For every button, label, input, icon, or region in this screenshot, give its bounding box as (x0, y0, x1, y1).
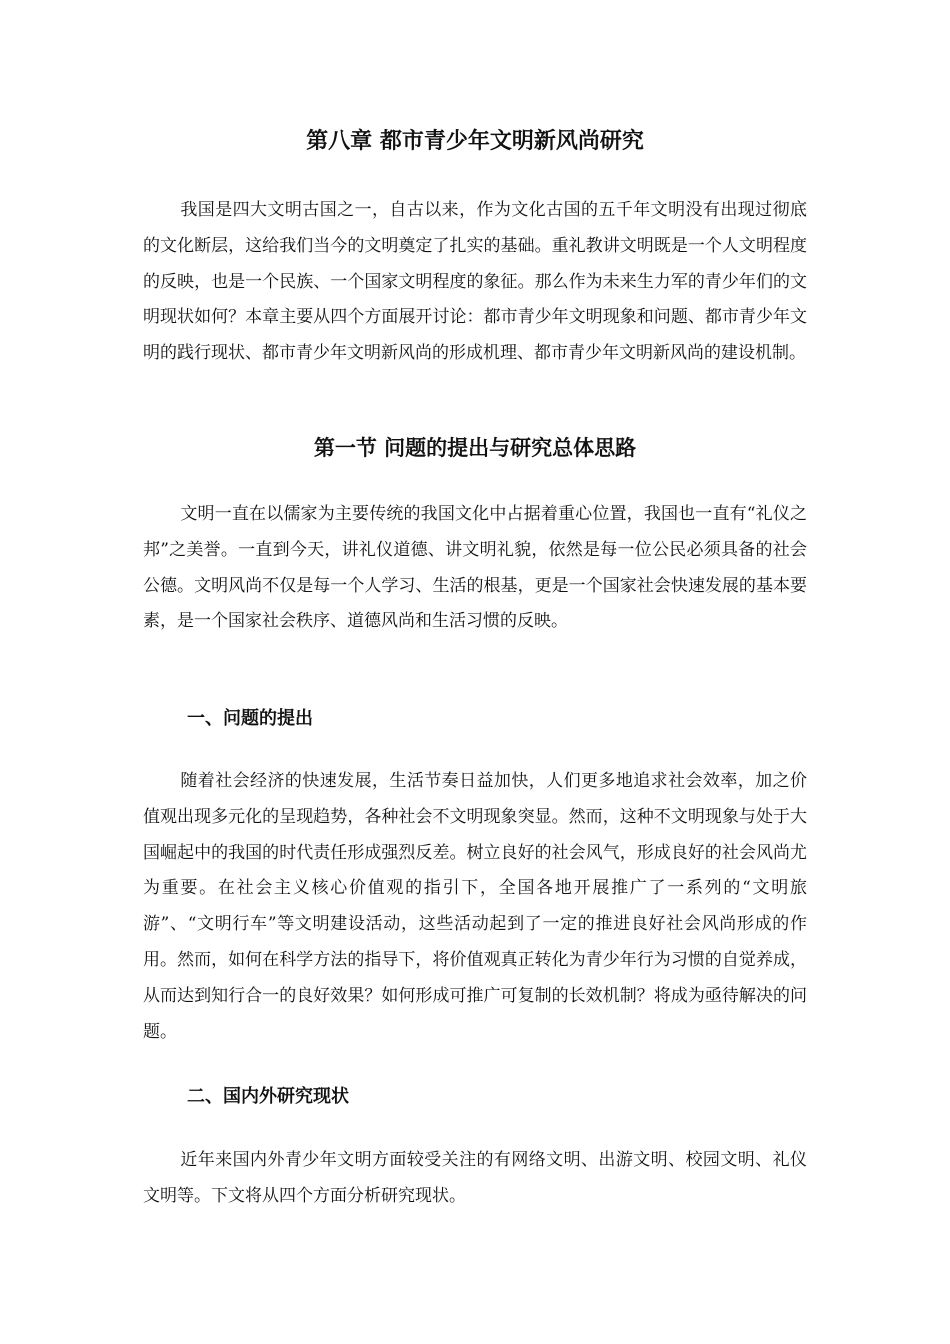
subsection-title-research-status: 二、国内外研究现状 (187, 1086, 349, 1107)
subsection-title-problem: 一、问题的提出 (187, 708, 313, 729)
chapter-intro-paragraph: 我国是四大文明古国之一，自古以来，作为文化古国的五千年文明没有出现过彻底的文化断层，这给我们当今的文明奠定了扎实的基础。重礼教讲文明既是一个人文明程度的反映，也是一个民族、一个国家文明程度的象征。那么作为未来生力军的青少年们的文明现状如何？本章主要从四个方面展开讨论：都市青少年文明现象和问题、都市青少年文明的践行现状、都市青少年文明新风尚的形成机理、都市青少年文明新风尚的建设机制。 (143, 200, 807, 364)
section-title: 第一节 问题的提出与研究总体思路 (313, 436, 637, 460)
chapter-title: 第八章 都市青少年文明新风尚研究 (306, 129, 644, 154)
problem-paragraph: 随着社会经济的快速发展，生活节奏日益加快，人们更多地追求社会效率，加之价值观出现多元化的呈现趋势，各种社会不文明现象突显。然而，这种不文明现象与处于大国崛起中的我国的时代责任形成强烈反差。树立良好的社会风气，形成良好的社会风尚尤为重要。在社会主义核心价值观的指引下，全国各地开展推广了一系列的“文明旅游”、“文明行车”等文明建设活动，这些活动起到了一定的推进良好社会风尚形成的作用。然而，如何在科学方法的指导下，将价值观真正转化为青少年行为习惯的自觉养成，从而达到知行合一的良好效果？如何形成可推广可复制的长效机制？将成为亟待解决的问题。 (143, 771, 807, 1042)
research-status-paragraph: 近年来国内外青少年文明方面较受关注的有网络文明、出游文明、校园文明、礼仪文明等。下文将从四个方面分析研究现状。 (143, 1150, 807, 1206)
section-intro-paragraph: 文明一直在以儒家为主要传统的我国文化中占据着重心位置，我国也一直有“礼仪之邦”之美誉。一直到今天，讲礼仪道德、讲文明礼貌，依然是每一位公民必须具备的社会公德。文明风尚不仅是每一个人学习、生活的根基，更是一个国家社会快速发展的基本要素，是一个国家社会秩序、道德风尚和生活习惯的反映。 (143, 504, 807, 632)
